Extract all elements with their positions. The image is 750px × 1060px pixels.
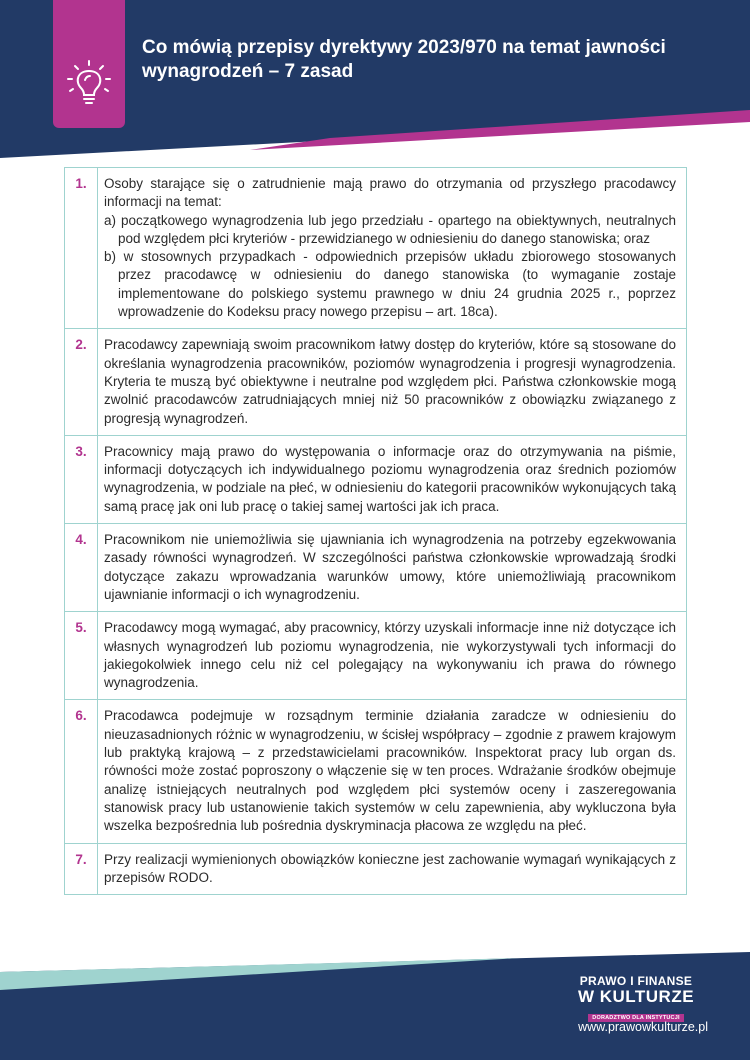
brand-line2: W KULTURZE	[577, 987, 695, 1006]
item-intro: Osoby starające się o zatrudnienie mają prawo do otrzymania od przyszłego pracodawcy informacji na temat:	[104, 176, 676, 210]
item-sub-a: a) początkowego wynagrodzenia lub jego przedziału - opartego na obiektywnych, neutralnych pod względem płci kryteriów - przewidzianego w odniesieniu do danego stanowiska; oraz	[104, 212, 676, 246]
brand-logo	[576, 975, 696, 1024]
item-text: Przy realizacji wymienionych obowiązków konieczne jest zachowanie wymagań wynikających z przepisów RODO.	[104, 851, 676, 885]
item-text: Pracodawcy mogą wymagać, aby pracownicy, którzy uzyskali informacje inne niż dotyczące ich własnych wynagrodzeń lub poziomu wynagrodzenia, nie wykorzystywali tych informacji do jakiegokolwiek innego celu niż cel polegający na wykonywaniu ich prawa do równego wynagrodzenia.	[104, 620, 676, 691]
item-text: Pracownicy mają prawo do występowania o informacje oraz do otrzymywania na piśmie, informacji dotyczących ich indywidualnego poziomu wynagrodzenia oraz średnich poziomów wynagrodzenia, w podziale na płeć, w odniesieniu do kategorii pracowników wykonujących taką samą pracę jak oni lub pracę o takiej samej wartości jak ich praca.	[104, 443, 676, 514]
item-number: 4.	[65, 524, 98, 611]
item-number: 3.	[65, 436, 98, 523]
item-text: Pracodawcy zapewniają swoim pracownikom łatwy dostęp do kryteriów, które są stosowane do określania wynagrodzenia pracowników, poziomów wynagrodzenia i progresji wynagrodzenia. Kryteria te muszą być obiektywne i neutralne pod względem płci. Państwa członkowskie mogą zwolnić pracodawców zatrudniających mniej niż 50 pracowników z obowiązku związanego z progresją wynagrodzeń.	[104, 337, 676, 426]
table-row	[65, 329, 686, 435]
item-text: Pracodawca podejmuje w rozsądnym terminie działania zaradcze w odniesieniu do nieuzasadnionych różnic w wynagrodzeniu, w ścisłej współpracy – zgodnie z prawem krajowym lub praktyką krajową – z przedstawicielami pracowników. Inspektorat pracy lub organ ds. równości może zostać poproszony o włączenie się w ten proces. Wdrażanie środków obejmuje analizę istniejących neutralnych pod względem płci systemów oceny i zaszeregowania stanowisk pracy lub ustanowienie takich systemów w celu zapewnienia, aby wykluczona była wszelka bezpośrednia lub pośrednia dyskryminacja płacowa ze względu na płeć.	[104, 708, 676, 834]
brand-line1: PRAWO I FINANSE	[579, 974, 693, 988]
item-sub-b: b) w stosownych przypadkach - odpowiednich przepisów układu zbiorowego stosowanych przez pracodawcę w odniesieniu do danego stanowiska (to wymaganie zostaje implementowane do polskiego systemu prawnego w dniu 24 grudnia 2025 r., poprzez wprowadzenie do Kodeksu pracy nowego przepisu – art. 18ca).	[104, 249, 676, 320]
brand-tagline: DORADZTWO DLA INSTYTUCJI	[588, 1014, 683, 1022]
table-row	[65, 844, 686, 895]
principles-table	[64, 167, 687, 895]
item-content	[98, 168, 686, 328]
icon-tab	[53, 0, 125, 128]
item-number: 2.	[65, 329, 98, 434]
item-text: Pracownikom nie uniemożliwia się ujawniania ich wynagrodzenia na potrzeby egzekwowania zasady równości wynagrodzeń. W szczególności państwa członkowskie wprowadzają środki dotyczące zakazu wprowadzania warunków umowy, które uniemożliwiają pracownikom ujawnianie informacji o ich wynagrodzeniu.	[104, 532, 676, 602]
table-row	[65, 168, 686, 329]
table-row	[65, 612, 686, 700]
table-row	[65, 700, 686, 843]
page-title: Co mówią przepisy dyrektywy 2023/970 na temat jawności wynagrodzeń – 7 zasad	[142, 37, 666, 82]
lightbulb-icon	[63, 58, 115, 110]
item-number: 6.	[65, 700, 98, 842]
table-row	[65, 524, 686, 612]
table-row	[65, 436, 686, 524]
item-number: 1.	[65, 168, 98, 328]
item-number: 7.	[65, 844, 98, 895]
item-number: 5.	[65, 612, 98, 699]
website-link[interactable]: www.prawowkulturze.pl	[578, 1020, 708, 1034]
